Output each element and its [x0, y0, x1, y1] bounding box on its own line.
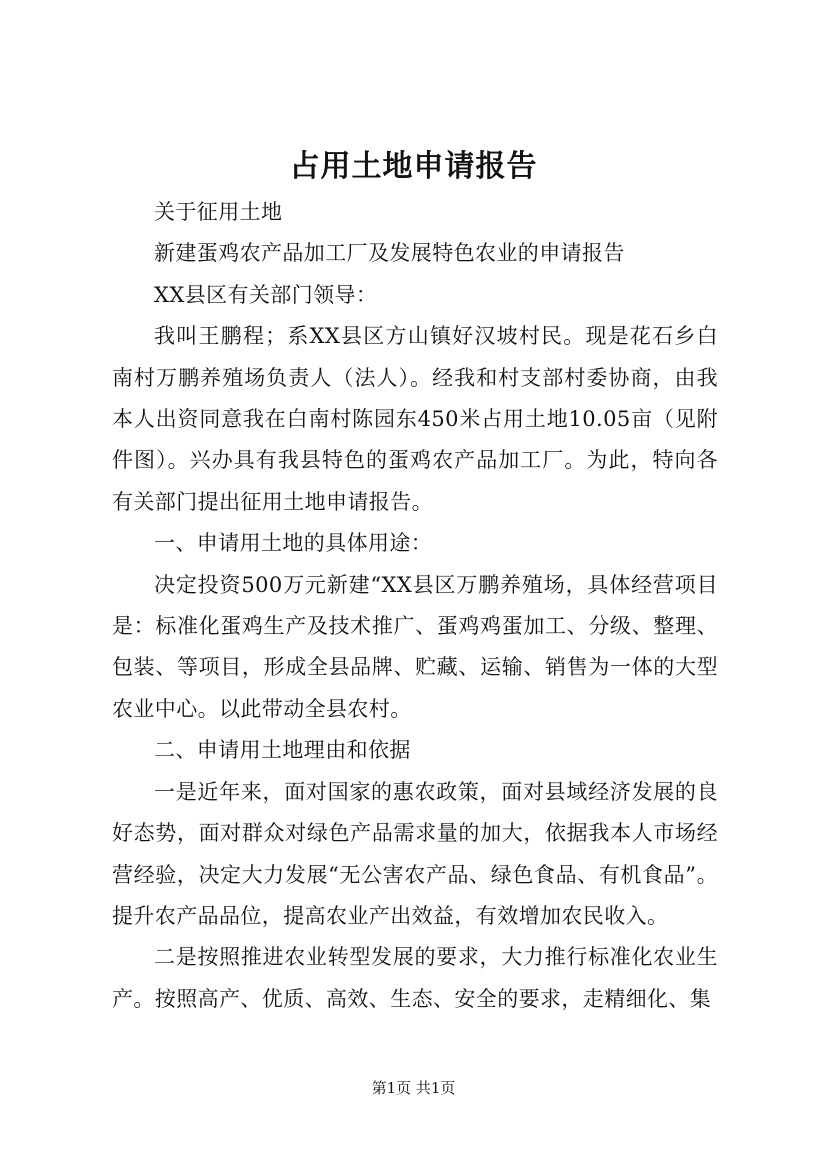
- section-heading-reasons: 二、申请用土地理由和依据: [154, 738, 411, 763]
- page-number-footer: 第1页 共1页: [371, 1079, 456, 1097]
- paragraph-subject-line-1: 关于征用土地: [154, 200, 283, 224]
- paragraph-introduction: 我叫王鹏程；系XX县区方山镇好汉坡村民。现是花石乡白南村万鹏养殖场负责人（法人）。经我和村支部村委协商，由我本人出资同意我在白南村陈园东450米占用土地10.05亩（见附件图）。兴办具有我县特色的蛋鸡农产品加工厂。为此，特向各有关部门提出征用土地申请报告。: [112, 324, 718, 514]
- paragraph-subject-line-2: 新建蛋鸡农产品加工厂及发展特色农业的申请报告: [154, 241, 625, 266]
- document-body: [112, 192, 718, 1020]
- paragraph-reason-one: 一是近年来，面对国家的惠农政策，面对县域经济发展的良好态势，面对群众对绿色产品需求量的加大，依据我本人市场经营经验，决定大力发展“无公害农产品、绿色食品、有机食品”。提升农产品品位，提高农业产出效益，有效增加农民收入。: [112, 779, 718, 928]
- paragraph-purpose: 决定投资500万元新建“XX县区万鹏养殖场，具体经营项目是：标准化蛋鸡生产及技术推广、蛋鸡鸡蛋加工、分级、整理、包装、等项目，形成全县品牌、贮藏、运输、销售为一体的大型农业中心。以此带动全县农村。: [112, 572, 718, 721]
- document-title: 占用土地申请报告: [289, 149, 538, 184]
- section-heading-purpose: 一、申请用土地的具体用途：: [154, 531, 433, 556]
- paragraph-salutation: XX县区有关部门领导：: [154, 282, 378, 307]
- paragraph-reason-two: 二是按照推进农业转型发展的要求，大力推行标准化农业生产。按照高产、优质、高效、生态、安全的要求，走精细化、集: [112, 945, 718, 1011]
